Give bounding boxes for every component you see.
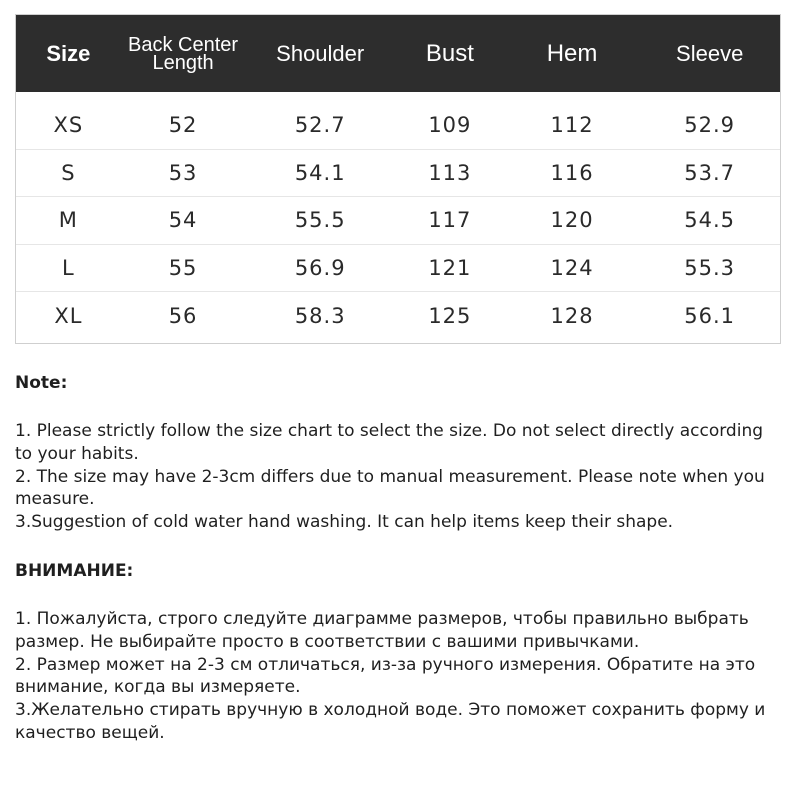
cell-hem: 116 [550,160,594,185]
note-english-item-2: 2. The size may have 2-3cm differs due to manual measurement. Please note when you measure. [15,466,765,510]
cell-back-center-length: 56 [168,304,198,329]
note-title-russian: ВНИМАНИЕ: [15,560,134,581]
cell-bust: 117 [428,208,472,233]
header-size: Size [46,40,91,66]
cell-hem: 128 [550,304,594,329]
header-back-center-length [121,33,246,74]
cell-size: XL [54,304,83,329]
cell-bust: 113 [428,160,472,185]
cell-sleeve: 53.7 [684,160,736,185]
header-hem: Hem [546,39,598,67]
cell-sleeve: 55.3 [684,256,736,281]
size-chart-table [15,14,781,344]
cell-shoulder: 56.9 [294,256,346,281]
cell-sleeve: 54.5 [684,208,736,233]
cell-size: XS [53,113,84,138]
header-sleeve: Sleeve [676,40,744,66]
cell-size: M [58,208,78,233]
note-russian-item-1: 1. Пожалуйста, строго следуйте диаграмме размеров, чтобы правильно выбрать размер. Не выбирайте просто в соответствии с вашими привычками. [15,608,749,652]
table-body [16,92,780,340]
cell-back-center-length: 52 [168,113,198,138]
cell-size: S [61,160,76,185]
header-back-center-line2: Length [152,51,214,74]
table-row [16,102,780,150]
cell-bust: 109 [428,113,472,138]
cell-sleeve: 56.1 [684,304,736,329]
note-russian-item-2: 2. Размер может на 2-3 см отличаться, из-за ручного измерения. Обратите на это внимание, когда вы измеряете. [15,654,756,698]
cell-shoulder: 55.5 [294,208,346,233]
cell-bust: 121 [428,256,472,281]
cell-shoulder: 54.1 [294,160,346,185]
note-english-item-1: 1. Please strictly follow the size chart to select the size. Do not select directly according to your habits. [15,421,764,464]
cell-back-center-length: 55 [168,256,198,281]
header-back-center-line1: Back Center [128,33,239,56]
cell-size: L [62,256,75,281]
note-russian-item-3: 3.Желательно стирать вручную в холодной воде. Это поможет сохранить форму и качество вещей. [15,700,766,743]
table-row [16,197,780,245]
cell-hem: 124 [550,256,594,281]
cell-hem: 120 [550,208,594,233]
cell-bust: 125 [428,304,472,329]
cell-hem: 112 [550,113,594,138]
table-row [16,292,780,340]
notes-section [15,372,785,745]
header-shoulder: Shoulder [276,40,365,66]
cell-shoulder: 52.7 [294,113,346,138]
cell-back-center-length: 54 [168,208,198,233]
note-title-english: Note: [15,373,68,393]
table-row [16,150,780,198]
header-bust: Bust [425,39,474,67]
cell-shoulder: 58.3 [294,304,346,329]
table-row [16,245,780,293]
cell-back-center-length: 53 [168,160,198,185]
note-english-item-3: 3.Suggestion of cold water hand washing. It can help items keep their shape. [15,512,674,533]
cell-sleeve: 52.9 [684,113,736,138]
table-header [16,15,780,92]
